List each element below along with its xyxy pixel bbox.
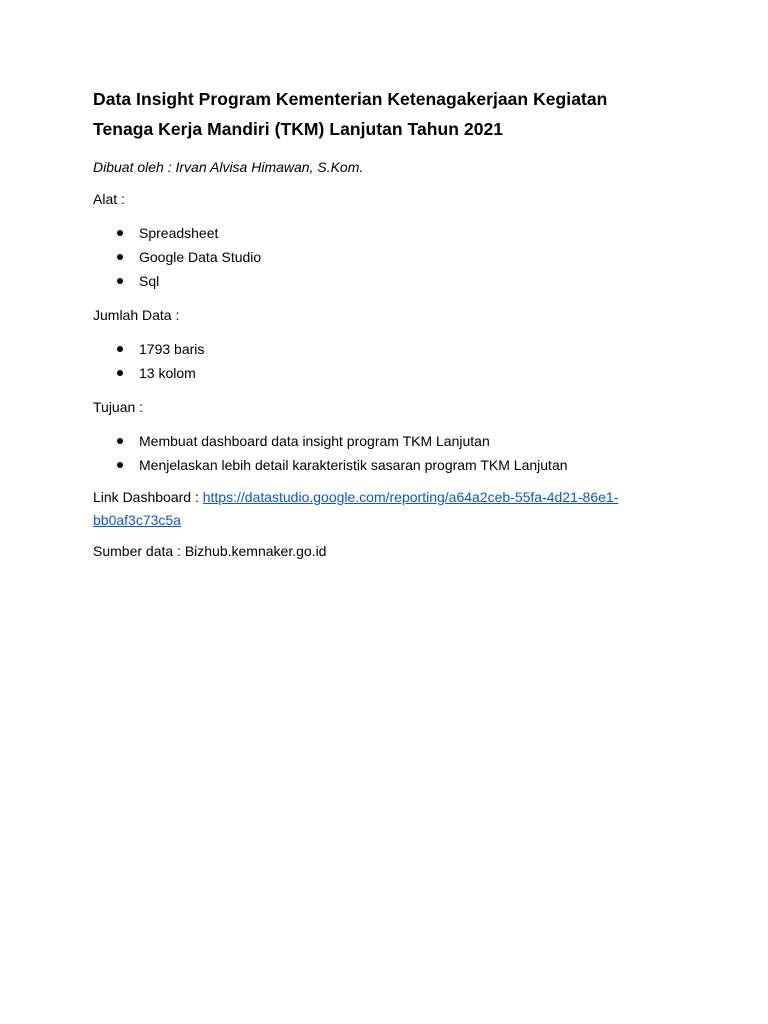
author-line: Dibuat oleh : Irvan Alvisa Himawan, S.Kom. <box>93 159 364 175</box>
bullet-icon <box>117 438 123 444</box>
list-item-text: Google Data Studio <box>139 249 262 265</box>
tools-label: Alat : <box>93 191 125 207</box>
data-source-line: Sumber data : Bizhub.kemnaker.go.id <box>93 543 327 559</box>
bullet-icon <box>117 462 123 468</box>
list-item-text: Membuat dashboard data insight program TKM Lanjutan <box>139 433 490 449</box>
document-body <box>93 84 693 561</box>
bullet-icon <box>117 346 123 352</box>
goals-label: Tujuan : <box>93 399 144 415</box>
dashboard-link-label: Link Dashboard : <box>93 489 203 505</box>
data-count-list <box>93 337 693 385</box>
list-item <box>93 221 693 245</box>
goals-list <box>93 429 693 477</box>
list-item-text: Spreadsheet <box>139 225 219 241</box>
list-item-text: Sql <box>139 273 160 289</box>
dashboard-link-paragraph <box>93 486 693 532</box>
list-item <box>93 453 693 477</box>
list-item <box>93 337 693 361</box>
list-item <box>93 245 693 269</box>
document-title <box>93 84 693 144</box>
dashboard-link-url-part-2: bb0af3c73c5a <box>93 512 181 528</box>
list-item <box>93 269 693 293</box>
data-count-label: Jumlah Data : <box>93 307 180 323</box>
dashboard-link-url-part-1: https://datastudio.google.com/reporting/a64a2ceb-55fa-4d21-86e1- <box>202 489 619 505</box>
title-line-1: Data Insight Program Kementerian Ketenagakerjaan Kegiatan <box>93 89 608 109</box>
list-item-text: 13 kolom <box>139 365 196 381</box>
list-item <box>93 361 693 385</box>
list-item-text: Menjelaskan lebih detail karakteristik sasaran program TKM Lanjutan <box>139 457 568 473</box>
bullet-icon <box>117 278 123 284</box>
title-line-2: Tenaga Kerja Mandiri (TKM) Lanjutan Tahun 2021 <box>93 119 504 139</box>
tools-list <box>93 221 693 293</box>
list-item <box>93 429 693 453</box>
bullet-icon <box>117 370 123 376</box>
bullet-icon <box>117 254 123 260</box>
bullet-icon <box>117 230 123 236</box>
list-item-text: 1793 baris <box>139 341 205 357</box>
